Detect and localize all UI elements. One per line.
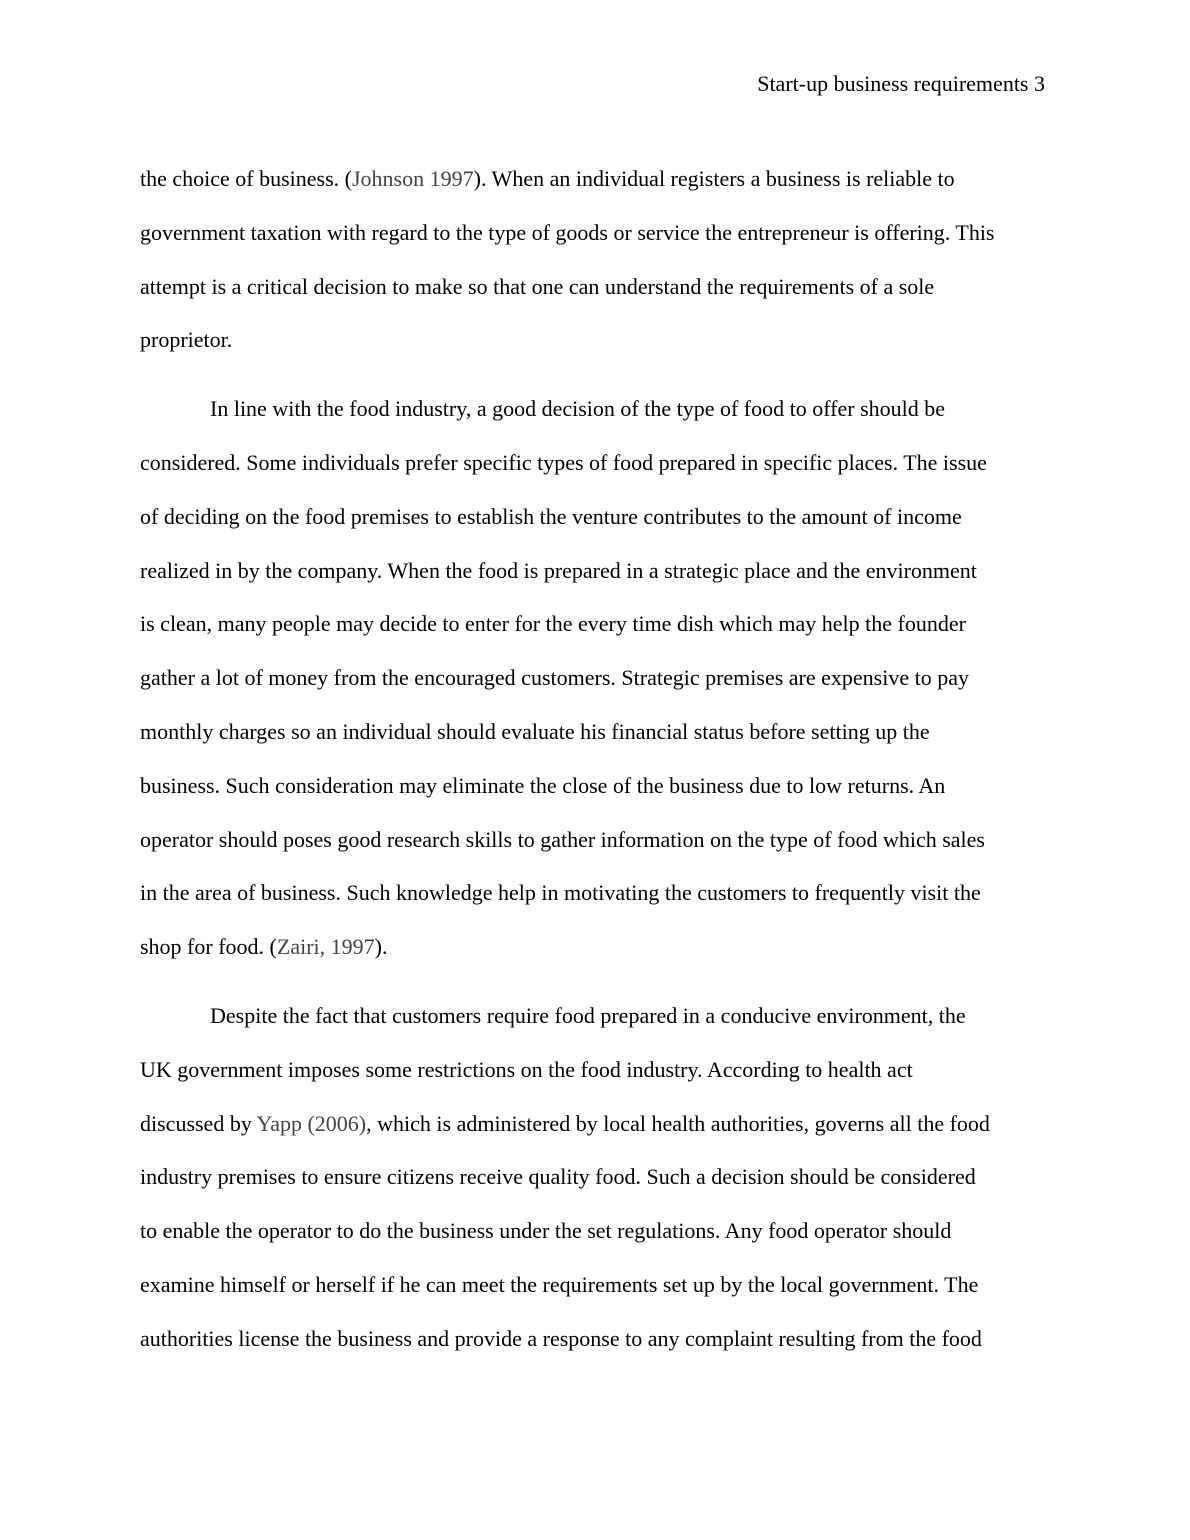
- text-line: considered. Some individuals prefer specific types of food prepared in specific places. The issue: [140, 449, 987, 475]
- text-line: the choice of business. (Johnson 1997). When an individual registers a business is reliable to: [140, 166, 955, 191]
- text-line: examine himself or herself if he can meet the requirements set up by the local government. The: [140, 1271, 979, 1297]
- text-line: authorities license the business and provide a response to any complaint resulting from the food: [140, 1325, 982, 1351]
- text-line: business. Such consideration may eliminate the close of the business due to low returns. An: [140, 772, 946, 798]
- text-line: monthly charges so an individual should evaluate his financial status before setting up the: [140, 718, 930, 744]
- paragraph: [140, 382, 1060, 974]
- paragraph: [140, 152, 1060, 367]
- text-line: gather a lot of money from the encouraged customers. Strategic premises are expensive to pay: [140, 665, 969, 691]
- text-line: discussed by Yapp (2006), which is administered by local health authorities, governs all the food: [140, 1110, 990, 1136]
- text-line: UK government imposes some restrictions on the food industry. According to health act: [140, 1056, 913, 1082]
- paragraph-spacer: [140, 367, 1060, 382]
- page-number: 3: [1034, 71, 1045, 96]
- text-line: shop for food. (Zairi, 1997).: [140, 934, 388, 960]
- text-line: attempt is a critical decision to make so that one can understand the requirements of a sole: [140, 273, 935, 299]
- citation-johnson-1997: Johnson 1997: [352, 166, 474, 191]
- text-line: in the area of business. Such knowledge help in motivating the customers to frequently visit the: [140, 880, 981, 906]
- running-head-title: Start-up business requirements: [757, 71, 1029, 96]
- citation-yapp-2006: Yapp (2006): [256, 1110, 367, 1136]
- text-line: operator should poses good research skills to gather information on the type of food which sales: [140, 826, 985, 852]
- text-line: is clean, many people may decide to enter for the every time dish which may help the founder: [140, 611, 966, 637]
- citation-zairi-1997: Zairi, 1997: [276, 934, 375, 960]
- text-line: proprietor.: [140, 327, 233, 353]
- body-text: [140, 152, 1060, 1366]
- text-line: industry premises to ensure citizens receive quality food. Such a decision should be considered: [140, 1164, 976, 1190]
- text-line: government taxation with regard to the type of goods or service the entrepreneur is offering. This: [140, 219, 995, 245]
- text-line: to enable the operator to do the business under the set regulations. Any food operator should: [140, 1218, 952, 1244]
- text-line: of deciding on the food premises to establish the venture contributes to the amount of income: [140, 503, 962, 529]
- running-head: [757, 68, 1045, 100]
- text-line: Despite the fact that customers require food prepared in a conducive environment, the: [210, 1002, 966, 1028]
- paragraph-spacer: [140, 974, 1060, 989]
- text-line: In line with the food industry, a good decision of the type of food to offer should be: [210, 396, 946, 422]
- paragraph: [140, 989, 1060, 1366]
- text-line: realized in by the company. When the food is prepared in a strategic place and the environment: [140, 557, 977, 583]
